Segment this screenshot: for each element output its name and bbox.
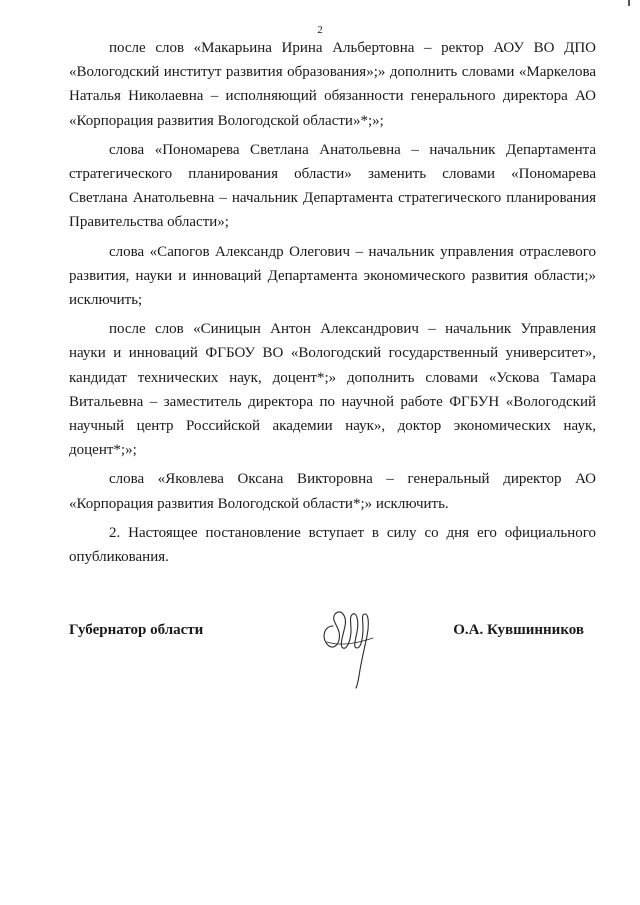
page-corner-mark [628,0,630,6]
handwritten-signature [319,602,379,692]
paragraph-yakovleva-exclusion: слова «Яковлева Оксана Викторовна – генеральный директор АО «Корпорация развития Вологодской области*;» исключить. [69,471,596,512]
signer-title: Губернатор области [69,622,204,638]
paragraph-sinitsyn-addition: после слов «Синицын Антон Александрович – начальник Управления науки и инноваций ФГБОУ ВО «Вологодский государственный университет», кандидат технических наук, доцент*;» дополнить словами «Ускова Тамара Витальевна – заместитель директора по научной работе ФГБУН «Вологодский научный центр Российской академии наук», доктор экономических наук, доцент*;»; [69,321,596,459]
paragraph-sapogov-exclusion: слова «Сапогов Александр Олегович – начальник управления отраслевого развития, науки и инноваций Департамента экономического развития области;» исключить; [69,243,596,309]
paragraph-ponomareva-replacement: слова «Пономарева Светлана Анатольевна – начальник Департамента стратегического планирования области» заменить словами «Пономарева Светлана Анатольевна – начальник Департамента стратегического планирования Правительства области»; [69,141,596,231]
signer-name: О.А. Кувшинников [453,622,584,638]
paragraph-effective-date: 2. Настоящее постановление вступает в силу со дня его официального опубликования. [69,524,596,566]
signature-block [69,602,596,692]
document-body [69,36,596,574]
page-number: 2 [317,24,323,36]
paragraph-makaryina-addition: после слов «Макарьина Ирина Альбертовна – ректор АОУ ВО ДПО «Вологодский институт развития образования»;» дополнить словами «Маркелова Наталья Николаевна – исполняющий обязанности генерального директора АО «Корпорация развития Вологодской области»*;»; [69,40,596,129]
